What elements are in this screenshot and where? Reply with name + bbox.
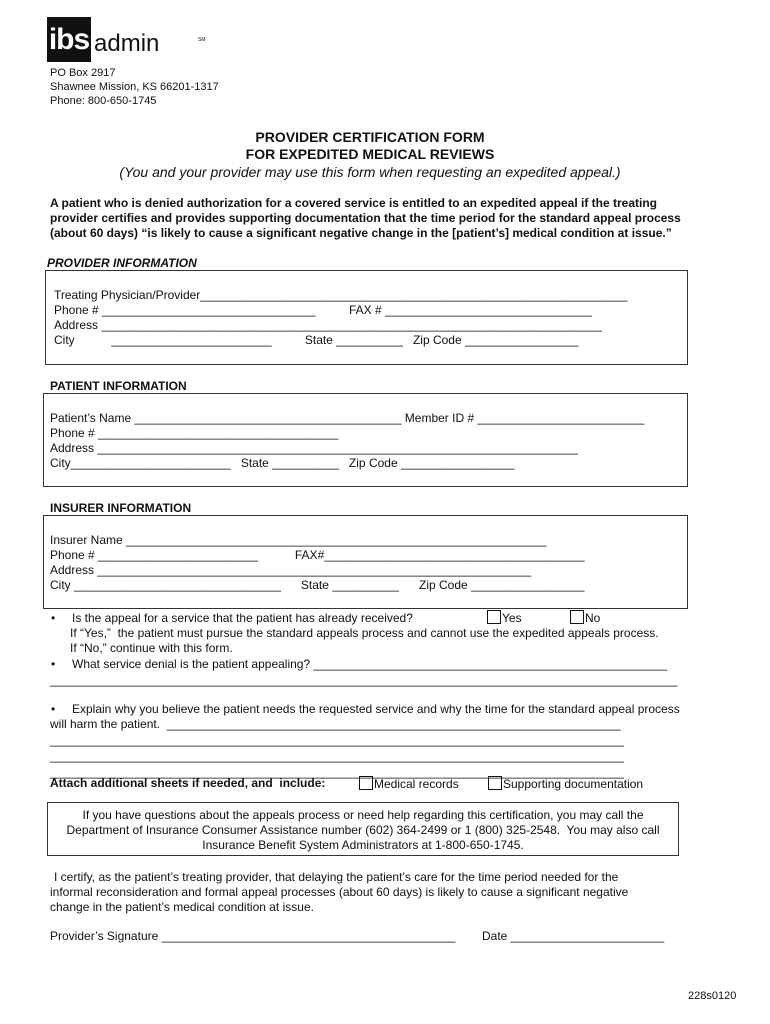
question-already-received: Is the appeal for a service that the patient has already received? (72, 611, 413, 625)
explain-question-line-1: Explain why you believe the patient needs the requested service and why the time for the standard appeal process (72, 702, 680, 716)
supporting-documentation-option[interactable] (488, 776, 643, 792)
bullet: • (51, 702, 56, 716)
form-code: 228s0120 (688, 990, 737, 1002)
medical-records-label: Medical records (374, 777, 459, 791)
explain-field[interactable]: will harm the patient. ____________________________________________________________________ (50, 717, 621, 731)
no-note: If “No,” continue with this form. (70, 641, 233, 655)
form-title-line-2: FOR EXPEDITED MEDICAL REVIEWS (245, 146, 495, 162)
supporting-documentation-label: Supporting documentation (503, 777, 644, 791)
insurer-name-field[interactable]: Insurer Name _______________________________________________________________ (50, 533, 547, 547)
provider-signature-field[interactable]: Provider’s Signature ____________________________________________ (50, 929, 456, 943)
logo-admin-text: admin (94, 30, 160, 57)
insurer-city-state-zip-field[interactable]: City _______________________________ State __________ Zip Code _________________ (50, 578, 585, 592)
insurer-address-field[interactable]: Address _________________________________________________________________ (50, 563, 532, 577)
yes-option[interactable] (487, 610, 522, 626)
provider-address-field[interactable]: Address ___________________________________________________________________________ (54, 318, 602, 332)
contact-line-1: If you have questions about the appeals process or need help regarding this certification, you may call the (82, 808, 644, 822)
intro-line-3: (about 60 days) “is likely to cause a significant negative change in the [patient’s] medical condition at issue.” (50, 226, 672, 240)
no-checkbox[interactable] (570, 610, 584, 624)
intro-line-2: provider certifies and provides supporting documentation that the time period for the standard appeal process (50, 211, 681, 225)
certify-line-1: I certify, as the patient’s treating provider, that delaying the patient’s care for the time period needed for the (54, 870, 619, 884)
bullet: • (51, 611, 56, 625)
service-denial-extra-line[interactable]: ______________________________________________________________________________________________ (50, 673, 678, 687)
insurer-heading: INSURER INFORMATION (50, 501, 192, 515)
explain-extra-line-3[interactable]: ______________________________________________________________________________________ (50, 765, 624, 779)
contact-line-3: Insurance Benefit System Administrators at 1-800-650-1745. (202, 838, 524, 852)
provider-name-field[interactable]: Treating Physician/Provider________________________________________________________________ (54, 288, 628, 302)
yes-label: Yes (502, 611, 522, 625)
form-subtitle: (You and your provider may use this form when requesting an expedited appeal.) (119, 164, 621, 180)
address-line-1: PO Box 2917 (50, 67, 116, 79)
date-field[interactable]: Date _______________________ (482, 929, 665, 943)
certify-line-2: informal reconsideration and formal appeal processes (about 60 days) is likely to cause a significant negative (50, 885, 629, 899)
provider-phone-fax-field[interactable]: Phone # ________________________________ FAX # _______________________________ (54, 303, 592, 317)
explain-extra-line-2[interactable]: ______________________________________________________________________________________ (50, 749, 624, 763)
provider-heading: PROVIDER INFORMATION (47, 256, 197, 270)
form-title-line-1: PROVIDER CERTIFICATION FORM (255, 129, 485, 145)
supporting-documentation-checkbox[interactable] (488, 776, 502, 790)
patient-phone-field[interactable]: Phone # ____________________________________ (50, 426, 339, 440)
medical-records-option[interactable] (359, 776, 459, 792)
yes-checkbox[interactable] (487, 610, 501, 624)
phone-line: Phone: 800-650-1745 (50, 95, 157, 107)
no-option[interactable] (570, 610, 600, 626)
address-line-2: Shawnee Mission, KS 66201-1317 (50, 81, 219, 93)
provider-city-state-zip-field[interactable]: City ________________________ State __________ Zip Code _________________ (54, 333, 579, 347)
intro-line-1: A patient who is denied authorization for a covered service is entitled to an expedited appeal if the treating (50, 196, 658, 210)
patient-heading: PATIENT INFORMATION (50, 379, 187, 393)
attach-label: Attach additional sheets if needed, and include: (50, 776, 326, 790)
logo-ibs-block: ibs (47, 17, 91, 62)
medical-records-checkbox[interactable] (359, 776, 373, 790)
yes-note: If “Yes,” the patient must pursue the standard appeals process and cannot use the expedited appeals process. (70, 626, 659, 640)
patient-address-field[interactable]: Address ________________________________________________________________________ (50, 441, 578, 455)
explain-extra-line-1[interactable]: ______________________________________________________________________________________ (50, 733, 624, 747)
no-label: No (585, 611, 601, 625)
logo-service-mark: SM (198, 37, 206, 43)
bullet: • (51, 657, 56, 671)
patient-name-member-field[interactable]: Patient’s Name ________________________________________ Member ID # _________________________ (50, 411, 645, 425)
contact-line-2: Department of Insurance Consumer Assistance number (602) 364-2499 or 1 (800) 325-2548. You may also call (66, 823, 660, 837)
insurer-phone-fax-field[interactable]: Phone # ________________________ FAX#_______________________________________ (50, 548, 585, 562)
certify-line-3: change in the patient’s medical condition at issue. (50, 900, 314, 914)
patient-city-state-zip-field[interactable]: City________________________ State __________ Zip Code _________________ (50, 456, 515, 470)
service-denial-field[interactable]: What service denial is the patient appealing? _____________________________________________________ (72, 657, 668, 671)
